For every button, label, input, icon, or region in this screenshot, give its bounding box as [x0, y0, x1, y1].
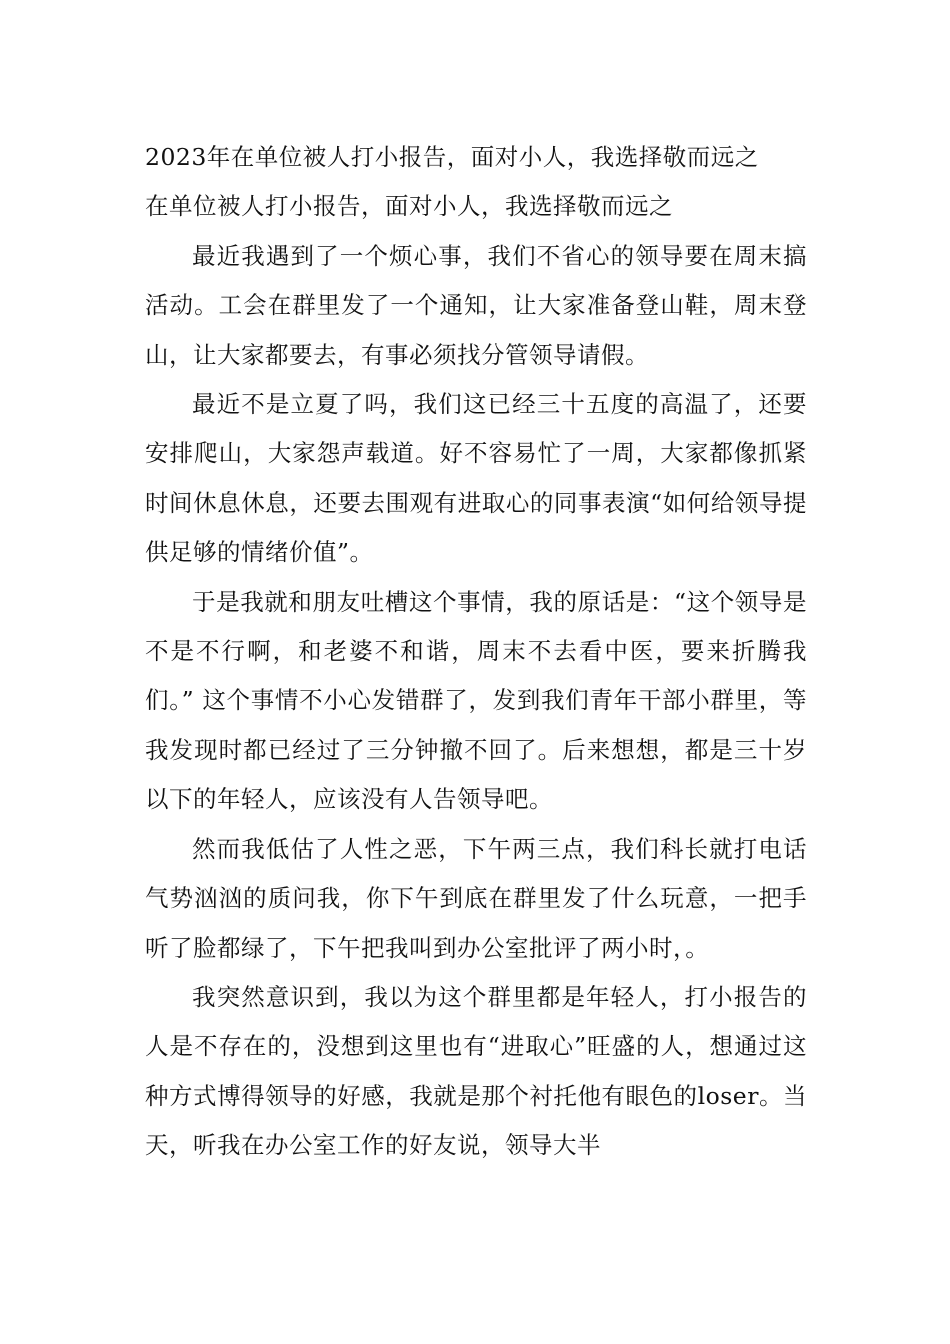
body-paragraph-4: 然而我低估了人性之恶，下午两三点，我们科长就打电话气势汹汹的质问我，你下午到底在群里发了什么玩意，一把手听了脸都绿了，下午把我叫到办公室批评了两小时，。: [145, 834, 807, 962]
body-paragraph-5: 我突然意识到，我以为这个群里都是年轻人，打小报告的人是不存在的，没想到这里也有“进取心”旺盛的人，想通过这种方式博得领导的好感，我就是那个衬托他有眼色的loser。当天，听我在办公室工作的好友说，领导大半: [145, 982, 807, 1160]
document-title-line-2: 在单位被人打小报告，面对小人，我选择敬而远之: [145, 192, 673, 221]
body-paragraph-3: 于是我就和朋友吐槽这个事情，我的原话是：“这个领导是不是不行啊，和老婆不和谐，周末不去看中医，要来折腾我们。” 这个事情不小心发错群了，发到我们青年干部小群里，等我发现时都已经过了三分钟撤不回了。后来想想，都是三十岁以下的年轻人，应该没有人告领导吧。: [145, 587, 807, 814]
body-paragraph-2: 最近不是立夏了吗，我们这已经三十五度的高温了，还要安排爬山，大家怨声载道。好不容易忙了一周，大家都像抓紧时间休息休息，还要去围观有进取心的同事表演“如何给领导提供足够的情绪价值”。: [145, 390, 807, 567]
document-title-line-1: 2023年在单位被人打小报告，面对小人，我选择敬而远之: [145, 143, 759, 171]
body-paragraph-1: 最近我遇到了一个烦心事，我们不省心的领导要在周末搞活动。工会在群里发了一个通知，让大家准备登山鞋，周末登山，让大家都要去，有事必须找分管领导请假。: [145, 241, 807, 369]
document-page: [145, 133, 807, 1171]
